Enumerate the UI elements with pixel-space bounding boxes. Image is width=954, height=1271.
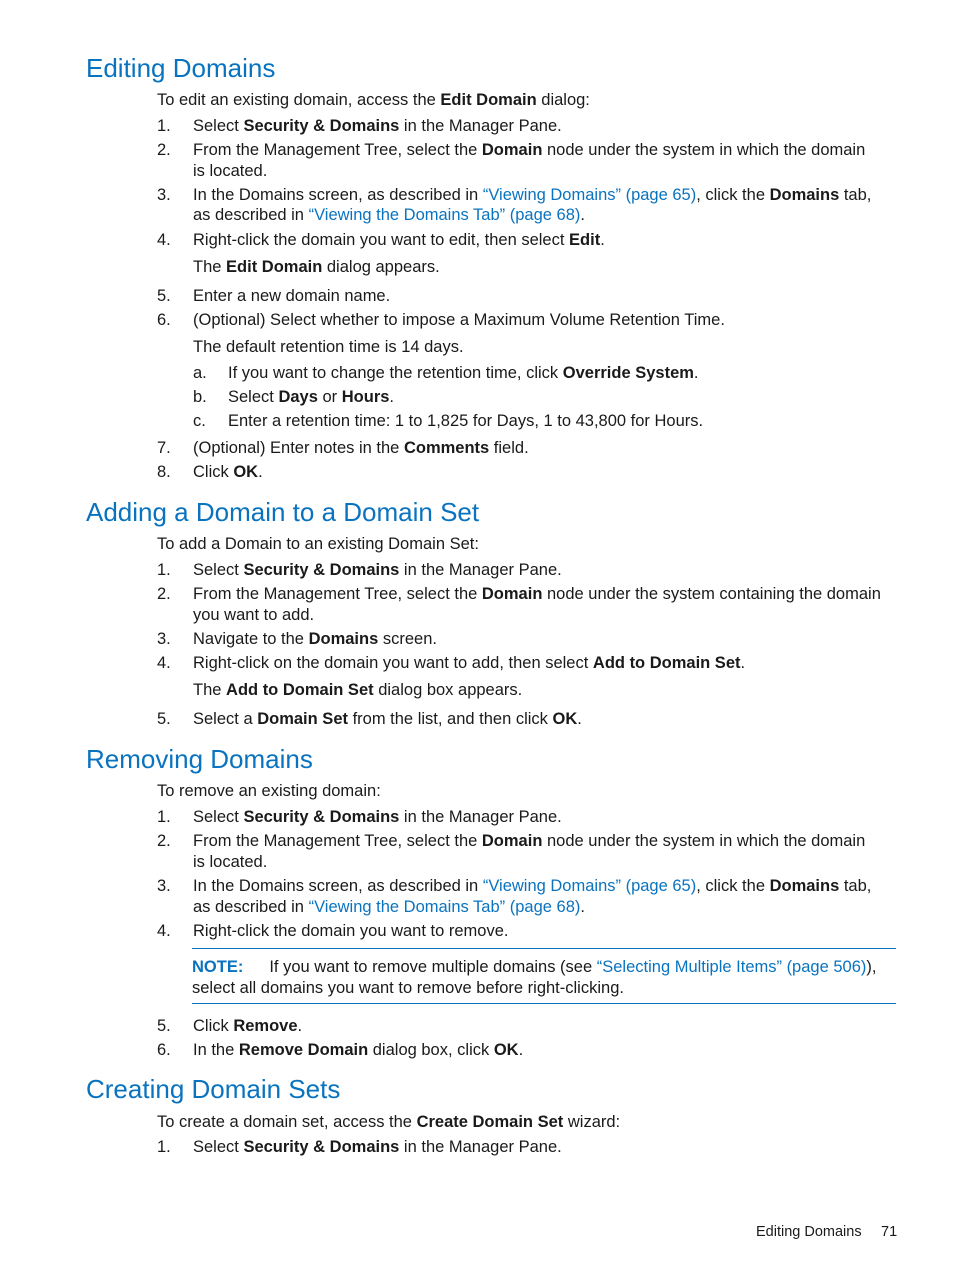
intro-editing-domains: To edit an existing domain, access the Edit Domain dialog: [157, 91, 590, 109]
step-number: 5. [157, 710, 171, 728]
note-text-continued: select all domains you want to remove before right-clicking. [192, 979, 624, 997]
step-text-continued: is located. [193, 853, 268, 871]
link-viewing-domains[interactable]: “Viewing Domains” (page 65) [482, 877, 697, 895]
substep-number: c. [193, 412, 206, 430]
step-text: Select Security & Domains in the Manager Pane. [193, 117, 562, 135]
link-viewing-domains[interactable]: “Viewing Domains” (page 65) [482, 186, 697, 204]
step-number: 6. [157, 1041, 171, 1059]
step-text-continued: as described in “Viewing the Domains Tab” (page 68). [193, 206, 585, 224]
footer-page-number: 71 [881, 1224, 898, 1240]
link-viewing-domains-tab[interactable]: “Viewing the Domains Tab” (page 68) [308, 206, 581, 224]
heading-editing-domains: Editing Domains [86, 53, 276, 83]
step-text: Click OK. [193, 463, 263, 481]
step-text: From the Management Tree, select the Domain node under the system containing the domain [193, 585, 881, 603]
step-text: Right-click on the domain you want to add, then select Add to Domain Set. [193, 654, 746, 672]
step-number: 3. [157, 877, 171, 895]
intro-adding-domain: To add a Domain to an existing Domain Set: [157, 535, 479, 553]
footer-section-name: Editing Domains [756, 1224, 862, 1240]
link-viewing-domains-tab[interactable]: “Viewing the Domains Tab” (page 68) [308, 898, 581, 916]
step-text: In the Remove Domain dialog box, click OK. [193, 1041, 524, 1059]
step-number: 3. [157, 186, 171, 204]
step-number: 1. [157, 808, 171, 826]
step-number: 1. [157, 561, 171, 579]
step-number: 4. [157, 231, 171, 249]
heading-adding-domain-to-set: Adding a Domain to a Domain Set [86, 497, 480, 527]
step-text: (Optional) Enter notes in the Comments field. [193, 439, 529, 457]
note-box: NOTE: If you want to remove multiple domains (see “Selecting Multiple Items” (page 506)), [192, 958, 877, 976]
step-text: Select Security & Domains in the Manager Pane. [193, 808, 562, 826]
step-number: 5. [157, 287, 171, 305]
step-number: 4. [157, 654, 171, 672]
step-number: 5. [157, 1017, 171, 1035]
step-text: Click Remove. [193, 1017, 303, 1035]
intro-creating-domain-sets: To create a domain set, access the Create Domain Set wizard: [157, 1113, 621, 1131]
step-text: (Optional) Select whether to impose a Maximum Volume Retention Time. [193, 311, 725, 329]
note-label: NOTE: [192, 958, 244, 976]
substep-text: If you want to change the retention time, click Override System. [228, 364, 699, 382]
substep-text: Select Days or Hours. [228, 388, 395, 406]
step-text: Select a Domain Set from the list, and then click OK. [193, 710, 582, 728]
substep-number: b. [193, 388, 207, 406]
step-text-continued: as described in “Viewing the Domains Tab” (page 68). [193, 898, 585, 916]
step-result: The default retention time is 14 days. [193, 338, 464, 356]
step-number: 3. [157, 630, 171, 648]
step-text: Select Security & Domains in the Manager Pane. [193, 1138, 562, 1156]
step-number: 2. [157, 141, 171, 159]
step-text: Right-click the domain you want to edit, then select Edit. [193, 231, 605, 249]
substep-text: Enter a retention time: 1 to 1,825 for Days, 1 to 43,800 for Hours. [228, 412, 704, 430]
step-number: 8. [157, 463, 171, 481]
step-text-continued: is located. [193, 162, 268, 180]
step-text: From the Management Tree, select the Domain node under the system in which the domain [193, 141, 866, 159]
link-selecting-multiple-items[interactable]: “Selecting Multiple Items” (page 506) [596, 958, 867, 976]
step-result: The Add to Domain Set dialog box appears. [193, 681, 523, 699]
step-number: 6. [157, 311, 171, 329]
substep-number: a. [193, 364, 207, 382]
heading-creating-domain-sets: Creating Domain Sets [86, 1074, 341, 1104]
intro-removing-domains: To remove an existing domain: [157, 782, 381, 800]
step-result: The Edit Domain dialog appears. [193, 258, 440, 276]
step-text: In the Domains screen, as described in “Viewing Domains” (page 65), click the Domains tab, [193, 186, 872, 204]
step-number: 7. [157, 439, 171, 457]
step-text: Enter a new domain name. [193, 287, 391, 305]
note-bottom-rule [192, 1003, 896, 1004]
step-number: 2. [157, 585, 171, 603]
step-text-continued: you want to add. [193, 606, 315, 624]
step-text: Navigate to the Domains screen. [193, 630, 437, 648]
step-text: Select Security & Domains in the Manager Pane. [193, 561, 562, 579]
step-text: Right-click the domain you want to remove. [193, 922, 509, 940]
step-text: In the Domains screen, as described in “Viewing Domains” (page 65), click the Domains tab, [193, 877, 872, 895]
step-number: 1. [157, 1138, 171, 1156]
step-number: 2. [157, 832, 171, 850]
step-number: 1. [157, 117, 171, 135]
heading-removing-domains: Removing Domains [86, 744, 313, 774]
note-top-rule [192, 948, 896, 949]
step-text: From the Management Tree, select the Domain node under the system in which the domain [193, 832, 866, 850]
step-number: 4. [157, 922, 171, 940]
